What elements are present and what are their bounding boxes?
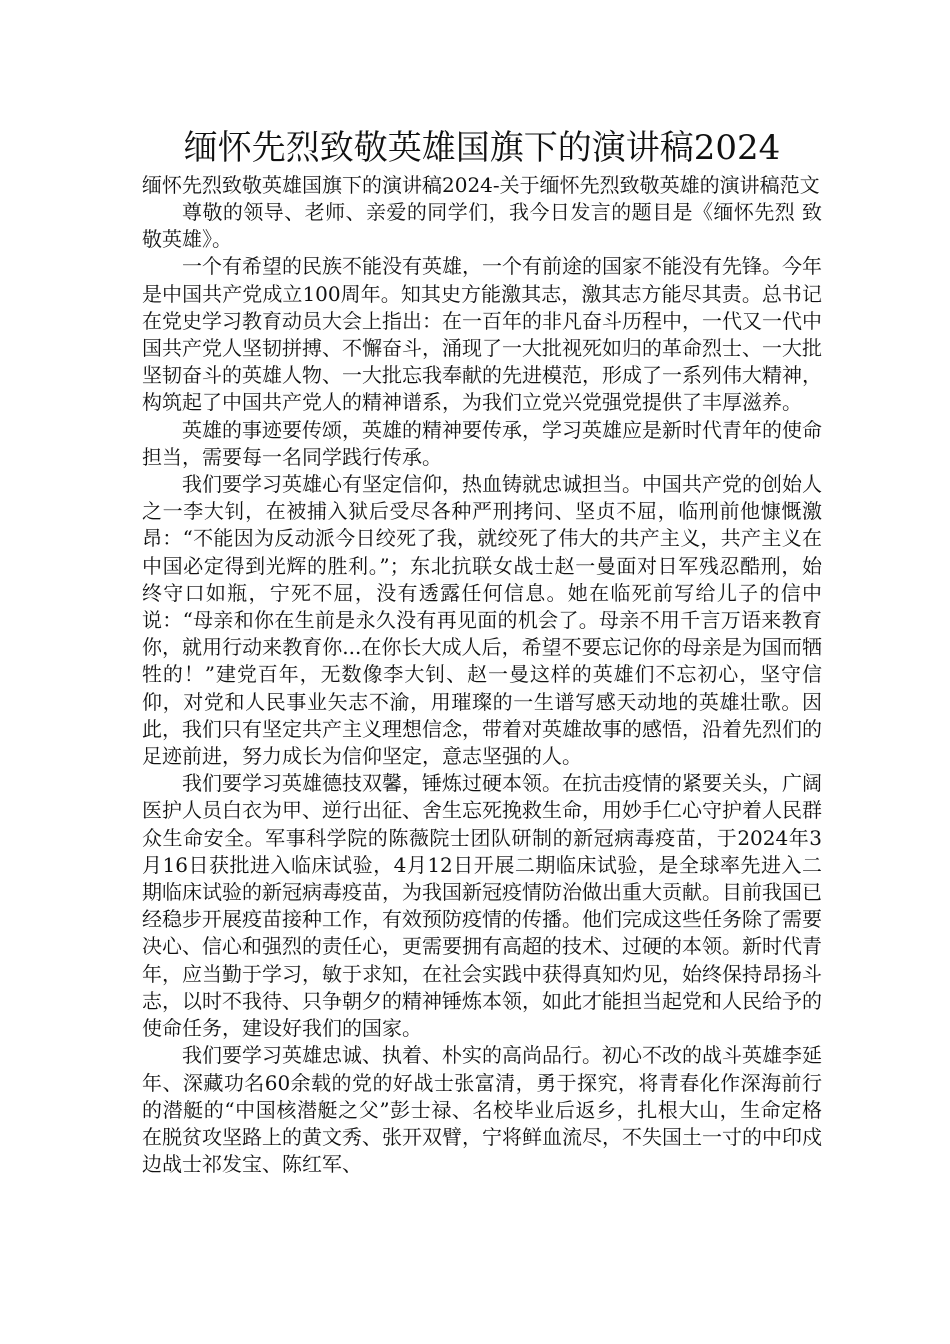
document-title: 缅怀先烈致敬英雄国旗下的演讲稿2024 [183,128,781,168]
paragraph-virtue: 我们要学习英雄忠诚、执着、朴实的高尚品行。初心不改的战斗英雄李延年、深藏功名60余载的党的好战士张富清，勇于探究，将青春化作深海前行的潜艇的“中国核潜艇之父”彭士禄、名校毕业后返乡，扎根大山，生命定格在脱贫攻坚路上的黄文秀、张开双臂，宁将鲜血流尽，不失国土一寸的中印戍边战士祁发宝、陈红军、 [142,1043,822,1177]
document-page [142,128,822,1178]
paragraph-greeting: 尊敬的领导、老师、亲爱的同学们，我今日发言的题目是《缅怀先烈 致敬英雄》。 [142,200,822,252]
paragraph-intro: 一个有希望的民族不能没有英雄，一个有前途的国家不能没有先锋。今年是中国共产党成立100周年。知其史方能激其志，激其志方能尽其责。总书记在党史学习教育动员大会上指出：在一百年的非凡奋斗历程中，一代又一代中国共产党人坚韧拼搏、不懈奋斗，涌现了一大批视死如归的革命烈士、一大批坚韧奋斗的英雄人物、一大批忘我奉献的先进模范，形成了一系列伟大精神，构筑起了中国共产党人的精神谱系，为我们立党兴党强党提供了丰厚滋养。 [142,254,822,415]
paragraph-heritage: 英雄的事迹要传颂，英雄的精神要传承，学习英雄应是新时代青年的使命担当，需要每一名同学践行传承。 [142,417,822,469]
document-subtitle: 缅怀先烈致敬英雄国旗下的演讲稿2024-关于缅怀先烈致敬英雄的演讲稿范文 [142,173,820,197]
paragraph-faith: 我们要学习英雄心有坚定信仰，热血铸就忠诚担当。中国共产党的创始人之一李大钊，在被捕入狱后受尽各种严刑拷问、坚贞不屈，临刑前他慷慨激昂：“不能因为反动派今日绞死了我，就绞死了伟大的共产主义，共产主义在中国必定得到光辉的胜利。”；东北抗联女战士赵一曼面对日军残忍酷刑，始终守口如瓶，宁死不屈，没有透露任何信息。她在临死前写给儿子的信中说：“母亲和你在生前是永久没有再见面的机会了。母亲不用千言万语来教育你，就用行动来教育你...在你长大成人后，希望不要忘记你的母亲是为国而牺牲的！”建党百年，无数像李大钊、赵一曼这样的英雄们不忘初心，坚守信仰，对党和人民事业矢志不渝，用璀璨的一生谱写感天动地的英雄壮歌。因此，我们只有坚定共产主义理想信念，带着对英雄故事的感悟，沿着先烈们的足迹前进，努力成长为信仰坚定，意志坚强的人。 [142,472,822,769]
paragraph-skills: 我们要学习英雄德技双馨，锤炼过硬本领。在抗击疫情的紧要关头，广阔医护人员白衣为甲、逆行出征、舍生忘死挽救生命，用妙手仁心守护着人民群众生命安全。军事科学院的陈薇院士团队研制的新冠病毒疫苗，于2024年3月16日获批进入临床试验，4月12日开展二期临床试验，是全球率先进入二期临床试验的新冠病毒疫苗，为我国新冠疫情防治做出重大贡献。目前我国已经稳步开展疫苗接种工作，有效预防疫情的传播。他们完成这些任务除了需要决心、信心和强烈的责任心，更需要拥有高超的技术、过硬的本领。新时代青年，应当勤于学习，敏于求知，在社会实践中获得真知灼见，始终保持昂扬斗志，以时不我待、只争朝夕的精神锤炼本领，如此才能担当起党和人民给予的使命任务，建设好我们的国家。 [142,771,822,1041]
